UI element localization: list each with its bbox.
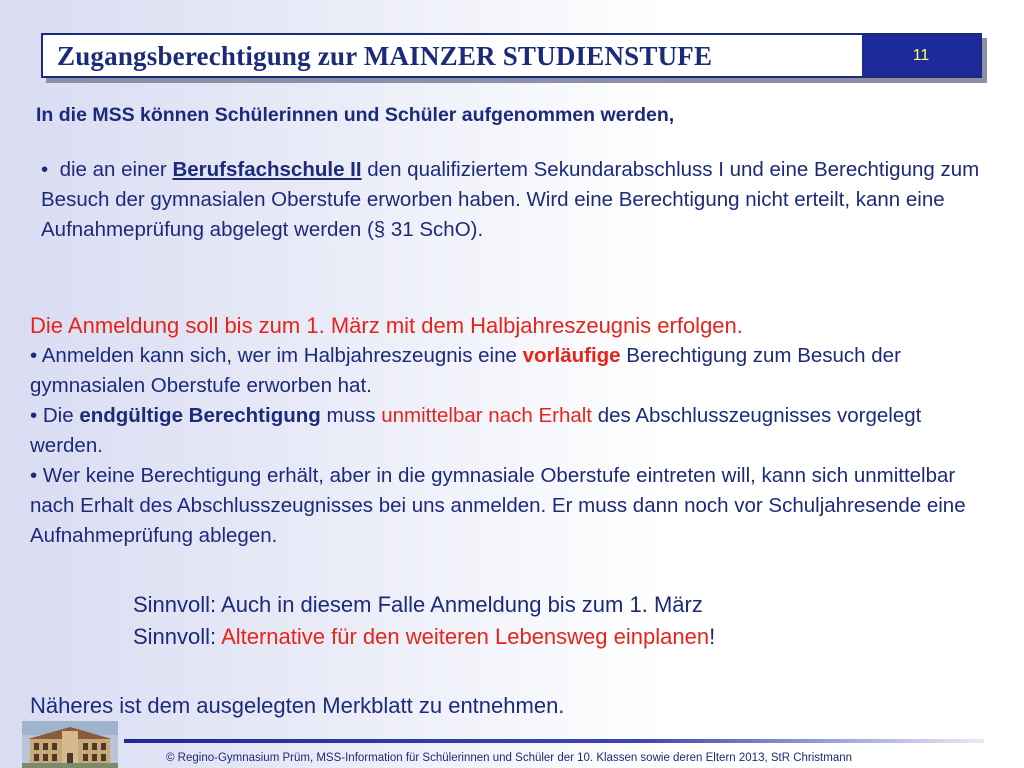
registration-section [30,311,995,551]
bullet-final-mid: muss [326,404,376,427]
school-building-image [22,721,118,768]
advice-line-2-red: Alternative für den weiteren Lebensweg einplanen [221,624,710,649]
slide-title: Zugangsberechtigung zur MAINZER STUDIENSTUFE [57,41,713,71]
requirement-paragraph [41,155,981,245]
page-number-badge [862,35,980,76]
footer-copyright: © Regino-Gymnasium Prüm, MSS-Information für Schülerinnen und Schüler der 10. Klassen sowie deren Eltern 2013, StR Christmann [166,752,853,764]
berufsfachschule-link[interactable]: Berufsfachschule II [172,158,362,181]
bullet-provisional-bold: vorläufige [522,344,621,367]
bullet-final-pre: • Die [30,404,74,427]
footer-divider [124,739,984,743]
bullet-no-permission: • Wer keine Berechtigung erhält, aber in die gymnasiale Oberstufe eintreten will, kann sich unmittelbar nach Erhalt des Abschlusszeugnisses bei uns anmelden. Er muss dann noch vor Schuljahresende eine Aufnahmeprüfung ablegen. [30,464,966,547]
intro-heading: In die MSS können Schülerinnen und Schüler aufgenommen werden, [36,104,675,126]
bullet-provisional-pre: • Anmelden kann sich, wer im Halbjahreszeugnis eine [30,344,517,367]
title-box [41,33,982,78]
advice-line-1: Sinnvoll: Auch in diesem Falle Anmeldung bis zum 1. März [133,592,703,617]
bullet-final-post: des Abschlusszeugnisses vorgelegt werden. [30,404,922,457]
bullet-marker: • [41,158,49,181]
info-note: Näheres ist dem ausgelegten Merkblatt zu entnehmen. [30,693,565,718]
advice-section [133,589,933,653]
bullet-final-bold: endgültige Berechtigung [79,404,321,427]
req-text-start: die an einer [59,158,167,181]
page-number: 11 [912,46,930,64]
advice-line-2-pre: Sinnvoll: [133,624,217,649]
bullet-final-red: unmittelbar nach Erhalt [381,404,592,427]
advice-line-2 [133,621,933,653]
bullet-provisional [30,341,995,401]
bullet-final [30,401,995,461]
advice-line-2-post: ! [709,624,716,649]
bullet-provisional-post: Berechtigung zum Besuch der gymnasialen Oberstufe erworben hat. [30,344,901,397]
registration-deadline: Die Anmeldung soll bis zum 1. März mit dem Halbjahreszeugnis erfolgen. [30,313,743,338]
req-text-rest: den qualifiziertem Sekundarabschluss I und eine Berechtigung zum Besuch der gymnasialen Oberstufe erworben haben. Wird eine Berechtigung nicht erteilt, kann eine Aufnahmeprüfung abgelegt werden (§ 31 SchO). [41,158,980,241]
